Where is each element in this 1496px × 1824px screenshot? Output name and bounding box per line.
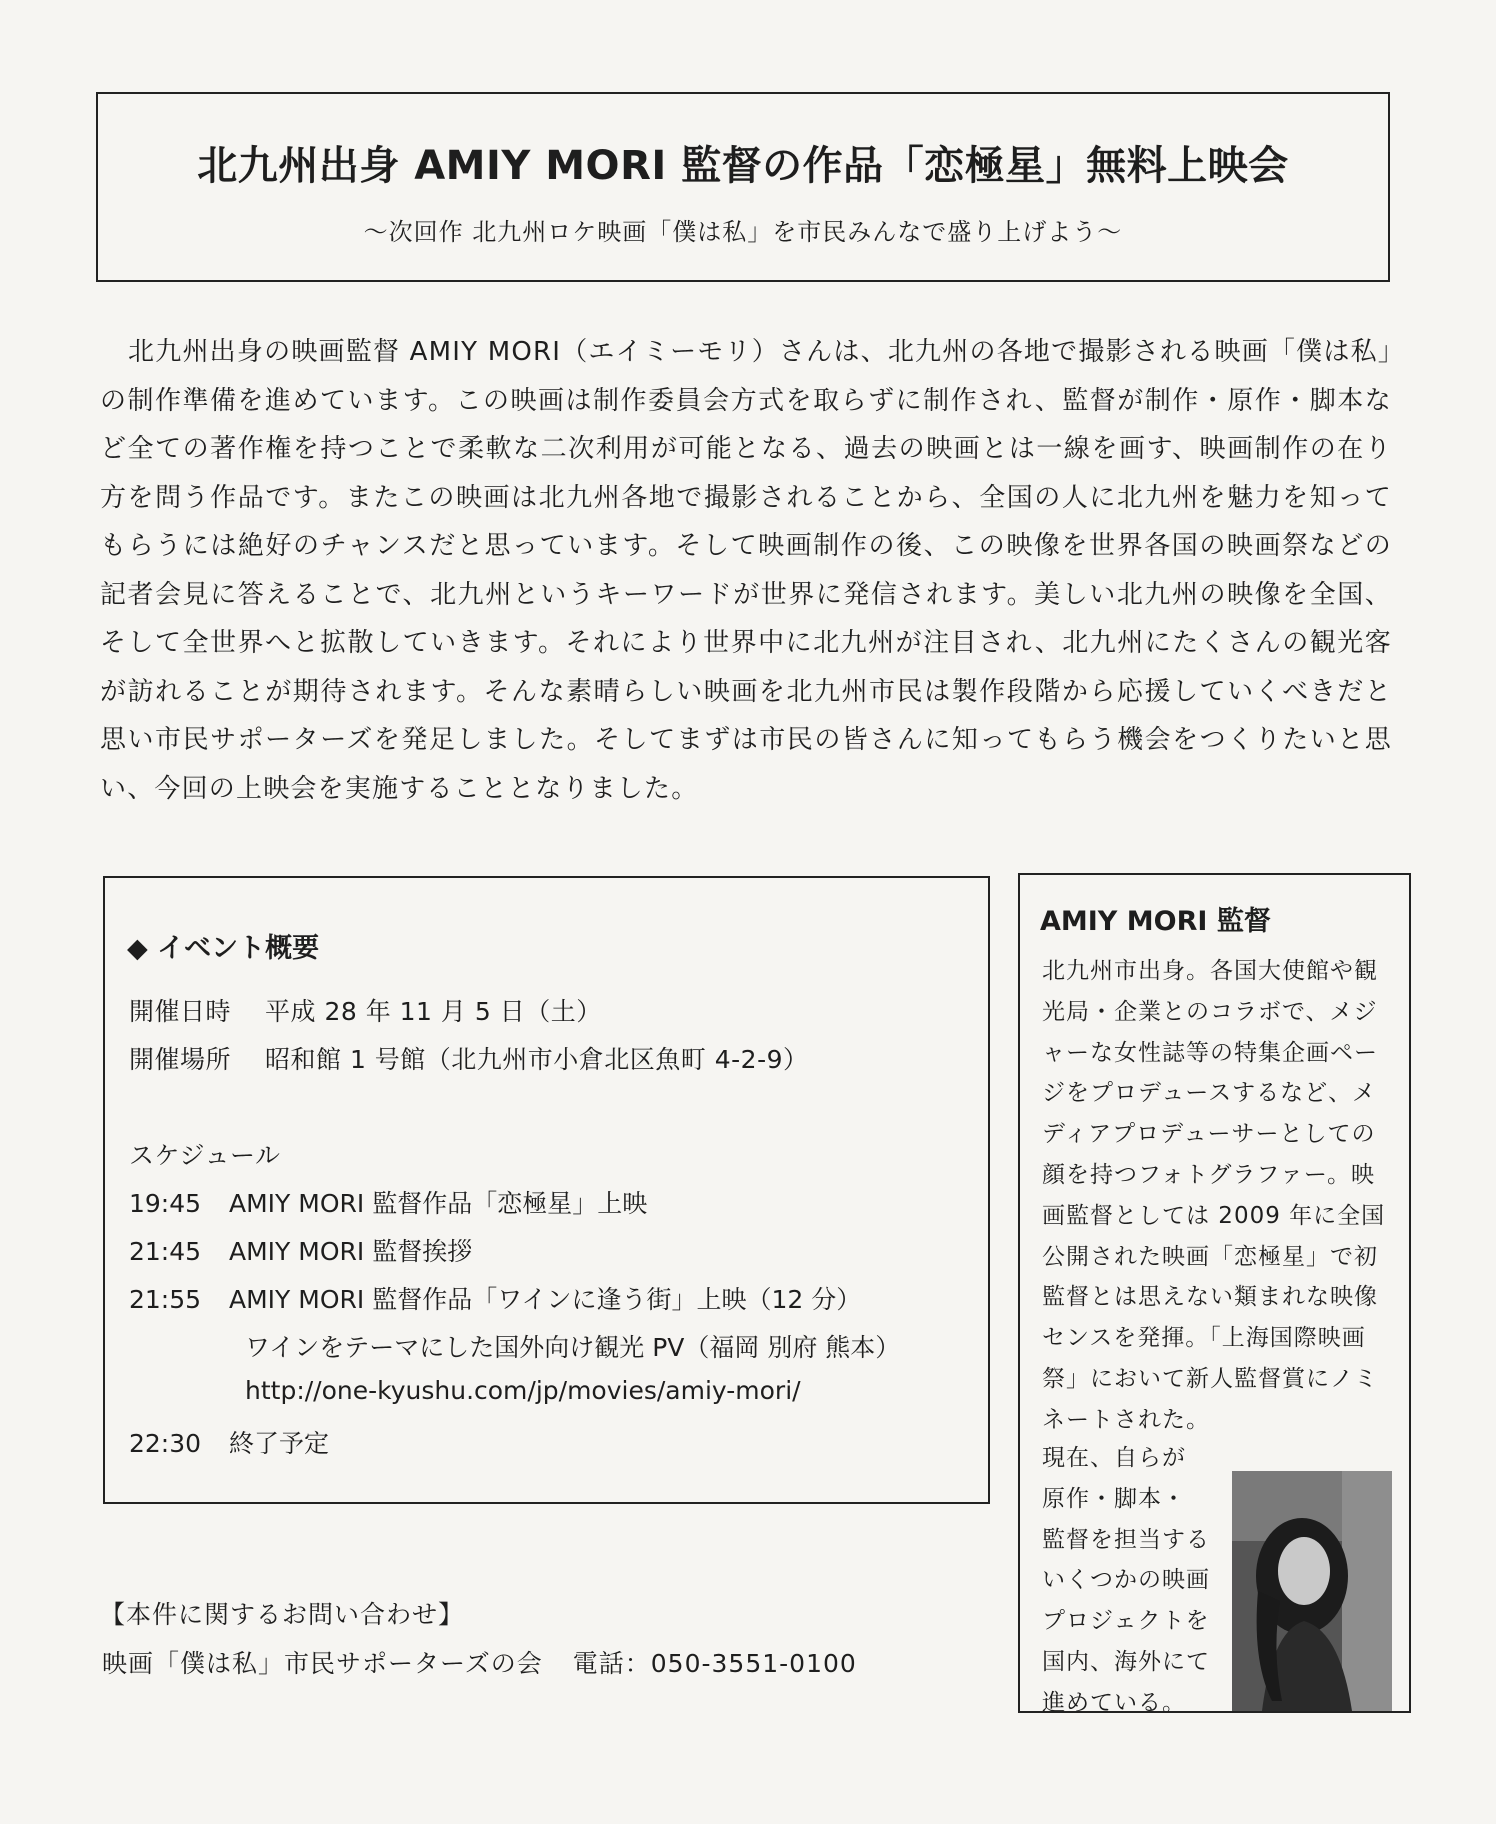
page-title: 北九州出身 AMIY MORI 監督の作品「恋極星」無料上映会	[197, 143, 1289, 189]
wine-pv-url[interactable]: http://one-kyushu.com/jp/movies/amiy-mori/	[245, 1376, 801, 1405]
director-photo	[1232, 1471, 1392, 1711]
event-venue-row	[129, 1040, 809, 1076]
event-venue-label: 開催場所	[129, 1045, 232, 1074]
schedule-row	[129, 1280, 861, 1316]
title-box	[96, 92, 1390, 282]
schedule-text: AMIY MORI 監督作品「恋極星」上映	[229, 1189, 648, 1218]
contact-phone-label: 電話：	[572, 1649, 651, 1678]
profile-bio-tail-line: 監督を担当する	[1042, 1526, 1210, 1553]
event-date-value: 平成 28 年 11 月 5 日（土）	[265, 997, 602, 1026]
profile-bio-tail-line: 国内、海外にて	[1042, 1648, 1210, 1675]
event-date-row	[129, 992, 602, 1028]
schedule-row	[129, 1232, 472, 1268]
profile-bio-tail-line: 進めている。	[1042, 1689, 1186, 1716]
schedule-time: 21:55	[129, 1285, 202, 1314]
profile-heading: AMIY MORI 監督	[1040, 906, 1271, 937]
schedule-time: 21:45	[129, 1237, 202, 1266]
contact-org: 映画「僕は私」市民サポーターズの会	[102, 1649, 543, 1678]
director-portrait-image	[1232, 1471, 1392, 1711]
schedule-text: 終了予定	[229, 1429, 330, 1458]
schedule-text: AMIY MORI 監督挨拶	[229, 1237, 473, 1266]
schedule-time: 19:45	[129, 1189, 202, 1218]
intro-paragraph: 北九州出身の映画監督 AMIY MORI（エイミーモリ）さんは、北九州の各地で撮影される映画「僕は私」の制作準備を進めています。この映画は制作委員会方式を取らずに制作され、監督が制作・原作・脚本など全ての著作権を持つことで柔軟な二次利用が可能となる、過去の映画とは一線を画す、映画制作の在り方を問う作品です。またこの映画は北九州各地で撮影されることから、全国の人に北九州を魅力を知ってもらうには絶好のチャンスだと思っています。そして映画制作の後、この映像を世界各国の映画祭などの記者会見に答えることで、北九州というキーワードが世界に発信されます。美しい北九州の映像を全国、そして全世界へと拡散していきます。それにより世界中に北九州が注目され、北九州にたくさんの観光客が訪れることが期待されます。そんな素晴らしい映画を北九州市民は製作段階から応援していくべきだと思い市民サポーターズを発足しました。そしてまずは市民の皆さんに知ってもらう機会をつくりたいと思い、今回の上映会を実施することとなりました。	[100, 337, 1392, 804]
contact-label: 【本件に関するお問い合わせ】	[100, 1600, 465, 1629]
wine-pv-note: ワインをテーマにした国外向け観光 PV（福岡 別府 熊本）	[245, 1333, 901, 1362]
schedule-row	[129, 1184, 647, 1220]
contact-phone[interactable]: 050-3551-0100	[650, 1649, 857, 1678]
profile-bio-tail-line: 現在、自らが	[1042, 1445, 1186, 1471]
profile-bio-tail-line: プロジェクトを	[1042, 1608, 1210, 1635]
schedule-label: スケジュール	[129, 1141, 281, 1170]
event-overview-box	[103, 876, 990, 1504]
event-heading: ◆ イベント概要	[127, 933, 320, 964]
profile-bio: 北九州市出身。各国大使館や観光局・企業とのコラボで、メジャーな女性誌等の特集企画ページをプロデュースするなど、メディアプロデューサーとしての顔を持つフォトグラファー。映画監督としては 2009 年に全国公開された映画「恋極星」で初監督とは思えない類まれな映像センスを発揮。「上海国際映画祭」において新人監督賞にノミネートされた。	[1042, 958, 1386, 1433]
contact-line	[102, 1644, 857, 1680]
director-profile-box	[1018, 873, 1411, 1716]
profile-bio-tail-line: 原作・脚本・	[1042, 1485, 1186, 1512]
event-venue-value: 昭和館 1 号館（北九州市小倉北区魚町 4-2-9）	[265, 1045, 809, 1074]
schedule-time: 22:30	[129, 1429, 202, 1458]
schedule-text: AMIY MORI 監督作品「ワインに逢う街」上映（12 分）	[229, 1285, 862, 1314]
profile-bio-tail-line: いくつかの映画	[1042, 1567, 1210, 1594]
profile-bio-tail	[1042, 1438, 1242, 1724]
page-subtitle: 〜次回作 北九州ロケ映画「僕は私」を市民みんなで盛り上げよう〜	[363, 218, 1123, 246]
schedule-row	[129, 1424, 329, 1460]
event-date-label: 開催日時	[129, 997, 232, 1026]
